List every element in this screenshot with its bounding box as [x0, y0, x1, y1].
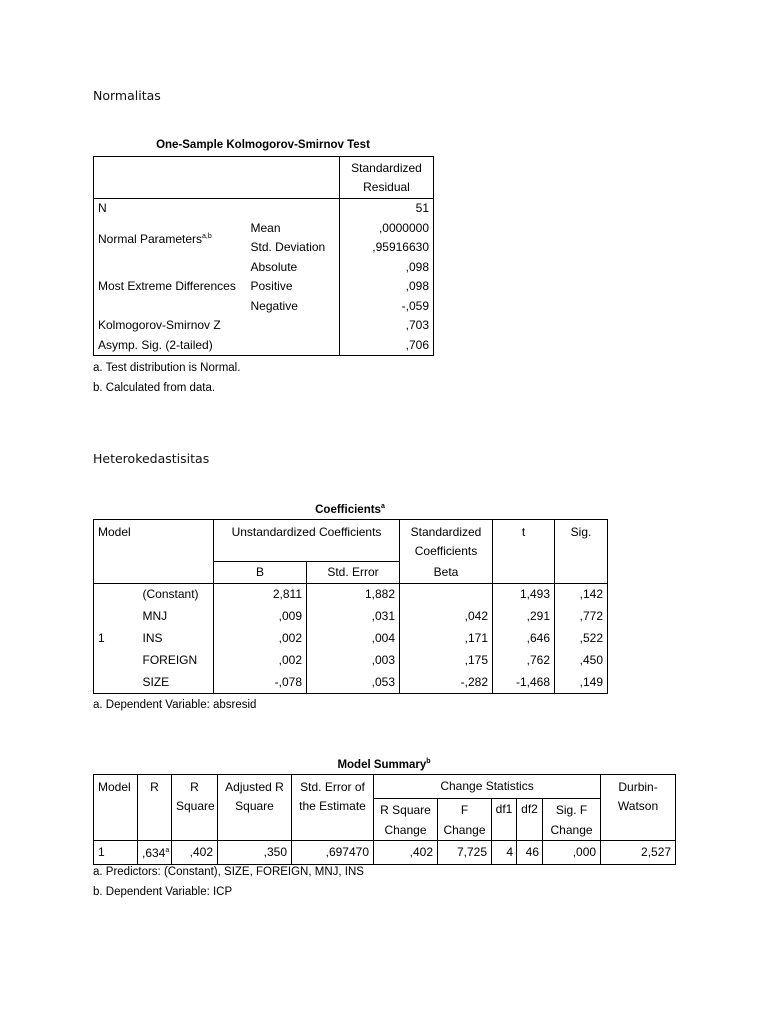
coef-cell-sig: ,522	[555, 628, 608, 650]
ms-header-adjusted-r-square: Adjusted R Square	[218, 775, 292, 841]
coef-row-mnj	[94, 606, 608, 628]
ks-row-label: N	[94, 199, 340, 219]
ks-row-value: ,098	[340, 277, 434, 297]
ks-row-value: ,95916630	[340, 238, 434, 258]
ms-header-change-statistics: Change Statistics	[374, 775, 601, 799]
ms-header-std-error-estimate: Std. Error of the Estimate	[292, 775, 374, 841]
ms-cell-sig-f-change: ,000	[543, 841, 601, 865]
coef-cell-sig: ,142	[555, 584, 608, 606]
coef-row-size	[94, 672, 608, 694]
coef-cell-se: ,031	[307, 606, 400, 628]
ks-row-value: ,098	[340, 258, 434, 278]
ks-row-value: -,059	[340, 297, 434, 317]
ks-row-label-most-extreme: Most Extreme Differences	[94, 258, 247, 317]
ks-row-sublabel: Mean	[250, 220, 281, 235]
coef-cell-beta: ,171	[400, 628, 493, 650]
coef-cell-t: 1,493	[493, 584, 555, 606]
ks-header-standardized-residual: Standardized Residual	[340, 157, 434, 199]
coef-header-model: Model	[94, 520, 214, 584]
ms-header-r: R	[138, 775, 172, 841]
ms-cell-adjusted-r-square: ,350	[218, 841, 292, 865]
coef-header-unstandardized: Unstandardized Coefficients	[214, 520, 400, 562]
coef-cell-b: ,009	[214, 606, 307, 628]
ms-header-df2: df2	[517, 799, 543, 841]
ms-cell-r: ,634$^a$	[138, 841, 172, 865]
ks-row-label: Kolmogorov-Smirnov Z	[94, 316, 340, 336]
ks-row-sublabel: Absolute	[250, 259, 298, 274]
ms-row-1	[94, 841, 676, 865]
coef-cell-b: 2,811	[214, 584, 307, 606]
ms-footnote-a: a. Predictors: (Constant), SIZE, FOREIGN, MNJ, INS	[93, 866, 364, 878]
coefficients-title: Coefficients$^a$	[315, 503, 385, 516]
ks-row-value: ,703	[340, 316, 434, 336]
ms-cell-r-square: ,402	[172, 841, 218, 865]
ms-cell-r-square-change: ,402	[374, 841, 438, 865]
coef-cell-b: -,078	[214, 672, 307, 694]
coef-row-constant	[94, 584, 608, 606]
coef-cell-b: ,002	[214, 650, 307, 672]
coef-header-std-error: Std. Error	[307, 562, 400, 584]
ms-header-sig-f-change: Sig. F Change	[543, 799, 601, 841]
ks-row-z	[94, 316, 434, 336]
coef-cell-t: ,646	[493, 628, 555, 650]
ms-header-f-change: F Change	[438, 799, 492, 841]
ms-cell-model: 1	[94, 841, 138, 865]
coef-cell-b: ,002	[214, 628, 307, 650]
section-heading-heterokedastisitas: Heterokedastisitas	[93, 451, 210, 466]
ks-row-absolute	[94, 258, 434, 278]
section-heading-normalitas: Normalitas	[93, 88, 161, 103]
ms-header-r-square-change: R Square Change	[374, 799, 438, 841]
coef-row-name: (Constant)	[139, 584, 214, 606]
model-summary-table	[93, 774, 676, 865]
ks-footnote-b: b. Calculated from data.	[93, 382, 216, 394]
coef-model-number: 1	[94, 584, 139, 694]
ks-test-table	[93, 156, 434, 356]
ms-header-r-square: R Square	[172, 775, 218, 841]
coef-cell-sig: ,149	[555, 672, 608, 694]
coef-cell-beta: ,042	[400, 606, 493, 628]
ms-cell-std-error: ,697470	[292, 841, 374, 865]
coefficients-table	[93, 519, 608, 694]
ks-row-asymp-sig	[94, 336, 434, 356]
ms-footnote-b: b. Dependent Variable: ICP	[93, 886, 233, 898]
ks-row-value: 51	[340, 199, 434, 219]
coef-header-standardized: Standardized Coefficients	[400, 520, 493, 562]
coef-row-name: MNJ	[142, 608, 168, 623]
coef-header-beta: Beta	[400, 562, 493, 584]
ks-row-label: Asymp. Sig. (2-tailed)	[94, 336, 340, 356]
ms-cell-f-change: 7,725	[438, 841, 492, 865]
coef-cell-t: ,762	[493, 650, 555, 672]
coef-cell-t: -1,468	[493, 672, 555, 694]
ms-cell-df2: 46	[517, 841, 543, 865]
ks-row-sublabel: Std. Deviation	[250, 240, 326, 254]
coef-footnote-a: a. Dependent Variable: absresid	[93, 699, 257, 711]
ms-header-df1: df1	[492, 799, 517, 841]
ms-cell-df1: 4	[492, 841, 517, 865]
model-summary-title: Model Summary$^b$	[337, 758, 431, 771]
coef-cell-beta	[400, 584, 493, 606]
ks-row-label-normal-parameters: Normal Parameters$^{a,b}$	[94, 219, 247, 258]
ms-cell-durbin-watson: 2,527	[601, 841, 676, 865]
ks-row-sublabel: Negative	[250, 298, 298, 313]
coef-cell-se: ,053	[307, 672, 400, 694]
ks-row-value: ,706	[340, 336, 434, 356]
coef-cell-se: ,003	[307, 650, 400, 672]
ks-test-title: One-Sample Kolmogorov-Smirnov Test	[156, 139, 370, 151]
coef-row-name: INS	[142, 630, 163, 645]
coef-row-name: SIZE	[139, 672, 214, 694]
coef-cell-beta: -,282	[400, 672, 493, 694]
ks-row-n	[94, 199, 434, 219]
ks-row-value: ,0000000	[340, 219, 434, 239]
coef-row-foreign	[94, 650, 608, 672]
coef-header-t: t	[493, 520, 555, 584]
ks-row-sublabel: Positive	[250, 279, 293, 293]
coef-header-sig: Sig.	[555, 520, 608, 584]
coef-row-name: FOREIGN	[142, 652, 198, 667]
ks-header-blank	[94, 157, 340, 199]
ks-footnote-a: a. Test distribution is Normal.	[93, 362, 241, 374]
ms-header-model: Model	[94, 775, 138, 841]
coef-cell-se: ,004	[307, 628, 400, 650]
coef-row-ins	[94, 628, 608, 650]
coef-cell-sig: ,450	[555, 650, 608, 672]
coef-header-b: B	[214, 562, 307, 584]
coef-cell-beta: ,175	[400, 650, 493, 672]
ks-row-mean	[94, 219, 434, 239]
coef-cell-se: 1,882	[307, 584, 400, 606]
coef-cell-t: ,291	[493, 606, 555, 628]
ms-header-durbin-watson: Durbin- Watson	[601, 775, 676, 841]
coef-cell-sig: ,772	[555, 606, 608, 628]
